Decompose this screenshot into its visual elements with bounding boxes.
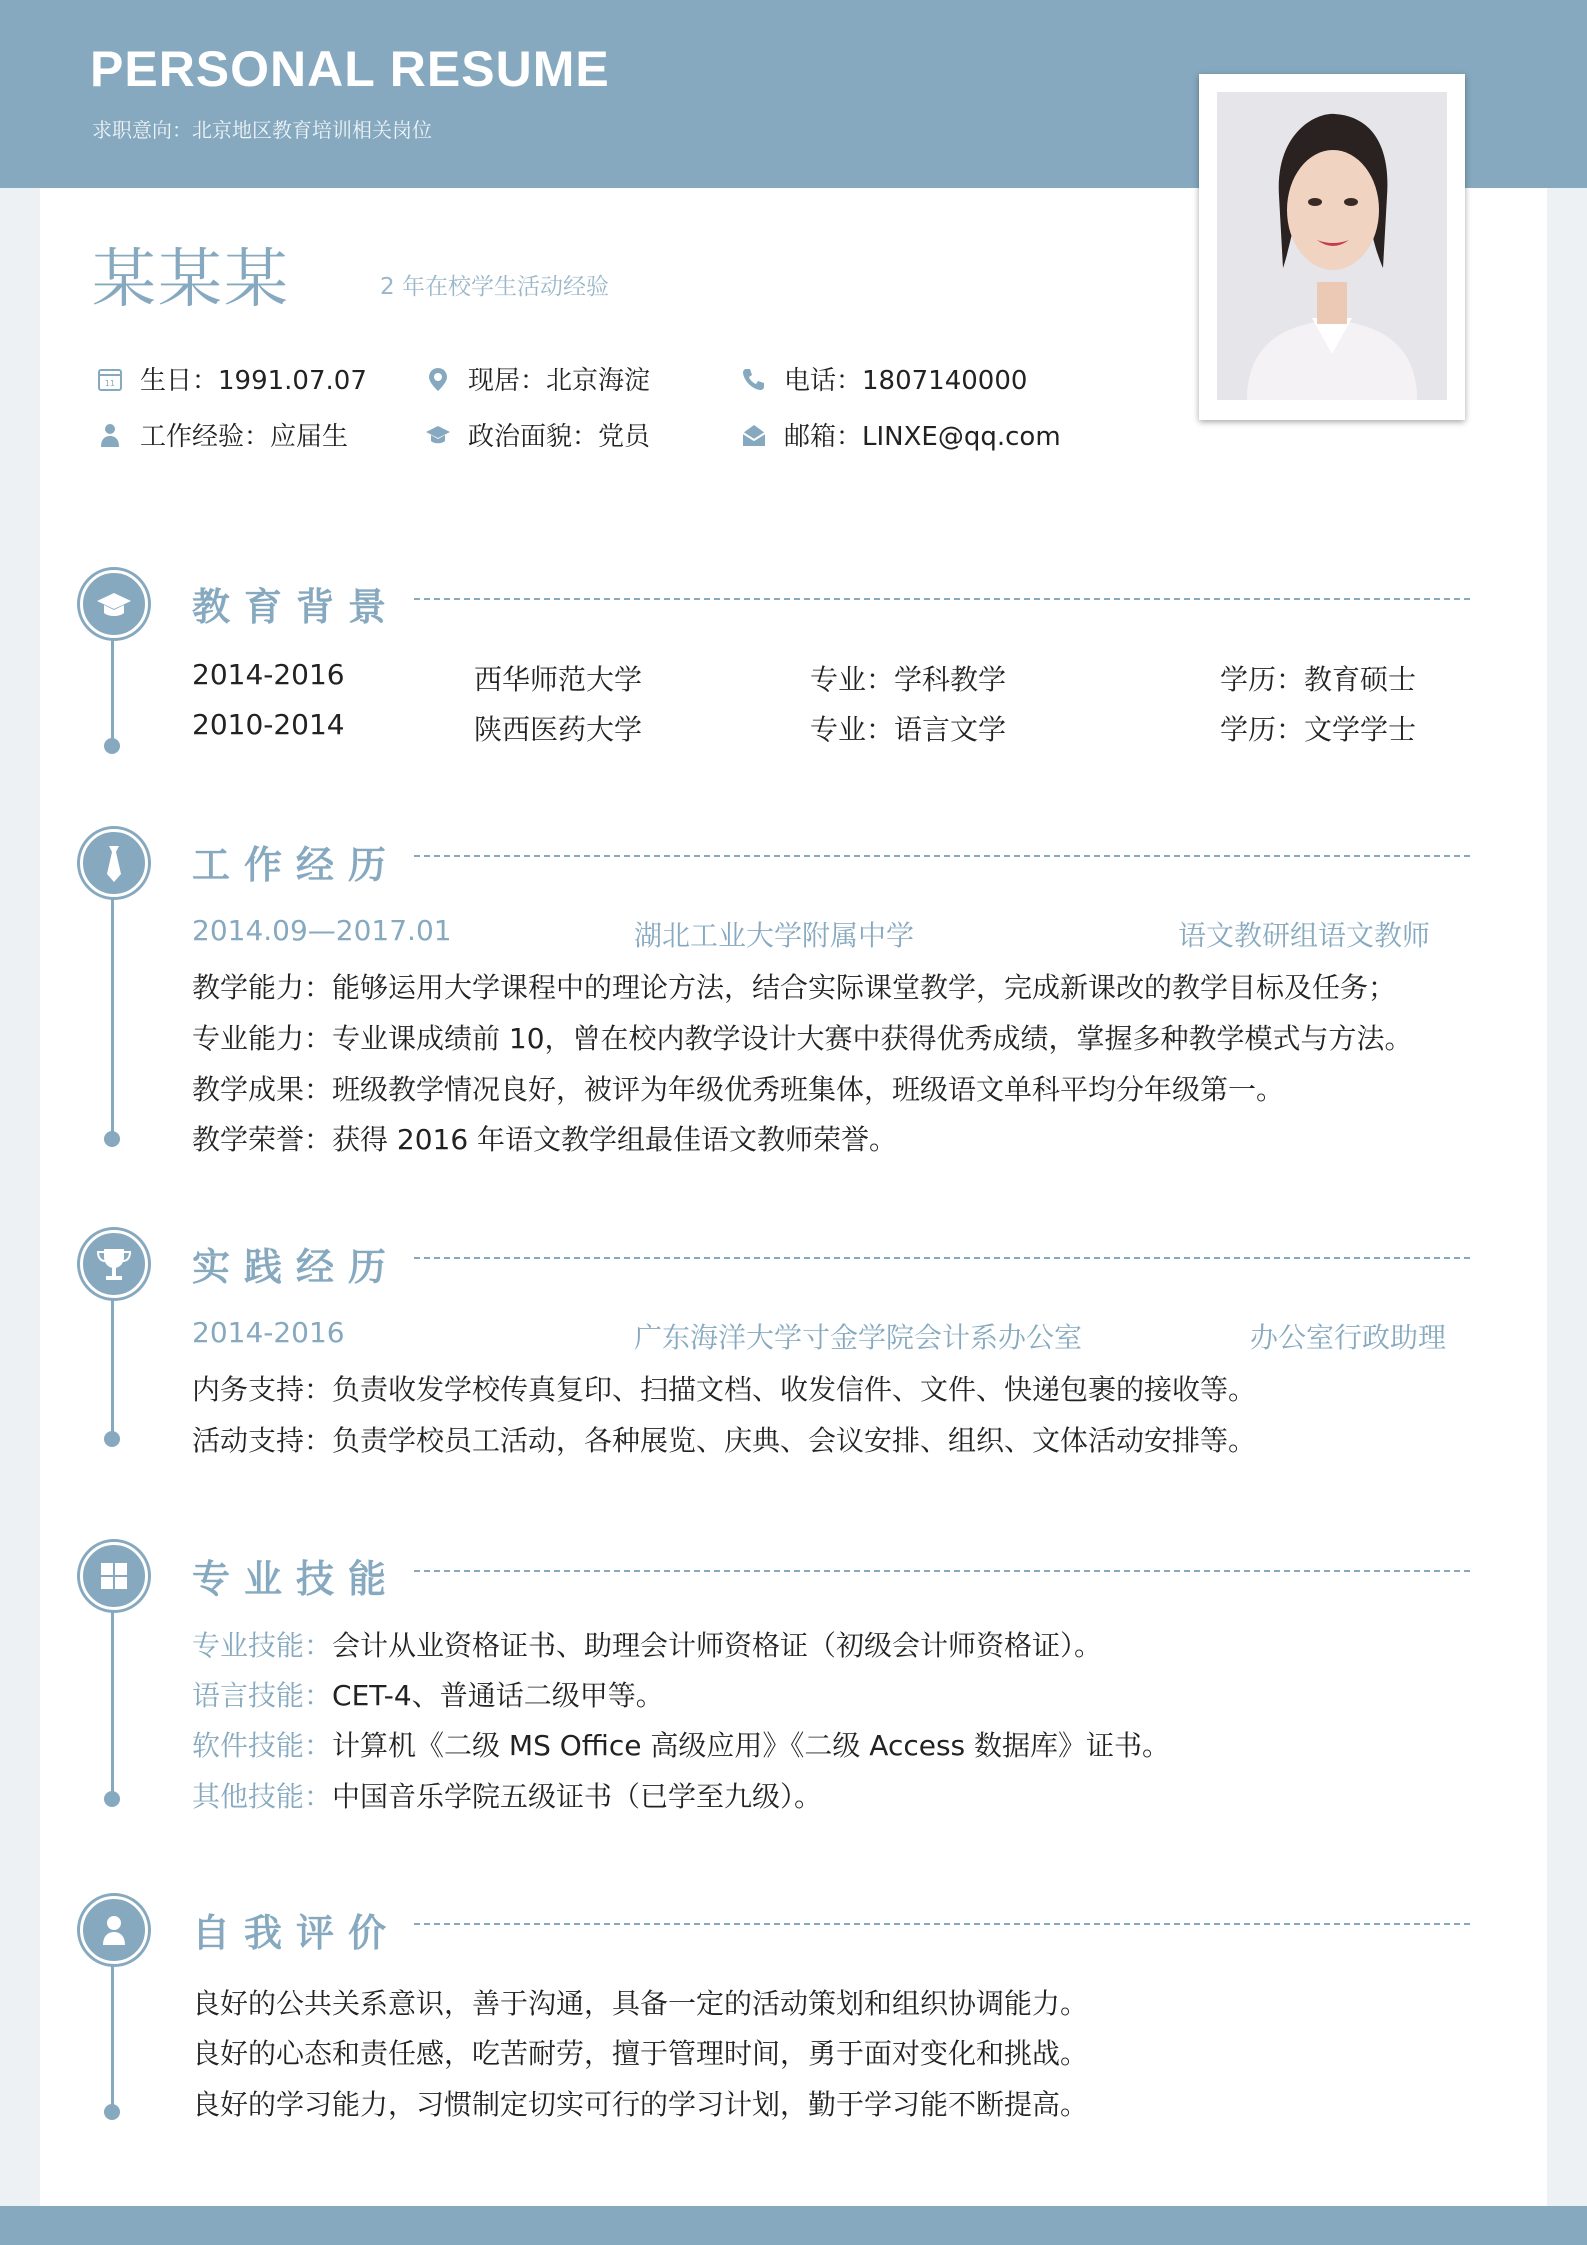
practice-role: 办公室行政助理 — [1250, 1321, 1447, 1354]
skill-value: 会计从业资格证书、助理会计师资格证（初级会计师资格证）。 — [332, 1629, 1103, 1662]
work-timeline-dot — [104, 1131, 120, 1147]
practice-organization: 广东海洋大学寸金学院会计系办公室 — [634, 1321, 1083, 1354]
education-school: 西华师范大学 — [474, 663, 643, 696]
education-period: 2014-2016 — [192, 658, 345, 691]
birthday-text: 生日：1991.07.07 — [140, 366, 367, 396]
phone-icon — [740, 365, 768, 393]
skills-section-title: 专业技能 — [192, 1557, 401, 1601]
phone-text: 电话：1807140000 — [784, 366, 1028, 396]
skill-item — [192, 1724, 1170, 1764]
work-divider — [414, 855, 1470, 857]
work-experience-info — [96, 416, 348, 453]
self-eval-timeline-dot — [104, 2104, 120, 2120]
skill-item — [192, 1624, 1102, 1664]
education-major: 专业：语言文学 — [810, 713, 1007, 746]
practice-detail: 活动支持：负责学校员工活动，各种展览、庆典、会议安排、组织、文体活动安排等。 — [192, 1424, 1257, 1457]
windows-icon — [80, 1542, 148, 1610]
education-degree: 学历：文学学士 — [1220, 713, 1417, 746]
practice-period: 2014-2016 — [192, 1316, 345, 1349]
education-timeline — [111, 630, 114, 746]
work-organization: 湖北工业大学附属中学 — [634, 919, 915, 952]
self-eval-divider — [414, 1923, 1470, 1925]
skill-label: 其他技能： — [192, 1780, 333, 1813]
skills-divider — [414, 1570, 1470, 1572]
location-pin-icon — [424, 365, 452, 393]
self-eval-item: 良好的学习能力，习惯制定切实可行的学习计划，勤于学习能不断提高。 — [192, 2088, 1089, 2121]
work-detail: 教学荣誉：获得 2016 年语文教学组最佳语文教师荣誉。 — [192, 1123, 898, 1156]
experience-tag: 2 年在校学生活动经验 — [380, 274, 609, 300]
education-degree: 学历：教育硕士 — [1220, 663, 1417, 696]
self-eval-section-title: 自我评价 — [192, 1911, 401, 1955]
skill-item — [192, 1775, 822, 1815]
work-detail: 教学成果：班级教学情况良好，被评为年级优秀班集体，班级语文单科平均分年级第一。 — [192, 1073, 1285, 1106]
education-divider — [414, 598, 1470, 600]
skill-value: 中国音乐学院五级证书（已学至九级）。 — [332, 1780, 823, 1813]
political-status-info — [424, 416, 650, 453]
work-experience-text: 工作经验：应届生 — [140, 422, 349, 452]
political-status-text: 政治面貌：党员 — [468, 422, 651, 452]
self-eval-timeline — [111, 1958, 114, 2110]
email-info — [740, 416, 1061, 453]
birthday-info — [96, 360, 367, 397]
trophy-icon — [80, 1230, 148, 1298]
work-role: 语文教研组语文教师 — [1178, 919, 1431, 952]
profile-photo-frame — [1199, 74, 1465, 420]
work-detail: 教学能力：能够运用大学课程中的理论方法，结合实际课堂教学，完成新课改的教学目标及任务； — [192, 971, 1397, 1004]
education-period: 2010-2014 — [192, 708, 345, 741]
education-school: 陕西医药大学 — [474, 713, 643, 746]
education-section-title: 教育背景 — [192, 585, 401, 629]
work-detail: 专业能力：专业课成绩前 10，曾在校内教学设计大赛中获得优秀成绩，掌握多种教学模式与方法。 — [192, 1022, 1413, 1055]
graduation-cap-icon — [424, 421, 452, 449]
practice-timeline — [111, 1292, 114, 1440]
skill-value: CET-4、普通话二级甲等。 — [332, 1679, 664, 1712]
skill-label: 语言技能： — [192, 1679, 333, 1712]
resume-title: PERSONAL RESUME — [90, 41, 610, 97]
footer-band — [0, 2206, 1587, 2245]
profile-photo — [1217, 92, 1447, 400]
self-eval-item: 良好的公共关系意识，善于沟通，具备一定的活动策划和组织协调能力。 — [192, 1987, 1089, 2020]
skill-label: 软件技能： — [192, 1729, 333, 1762]
calendar-icon — [96, 365, 124, 393]
skill-item — [192, 1674, 664, 1714]
user-icon — [80, 1896, 148, 1964]
email-text: 邮箱：LINXE@qq.com — [784, 422, 1061, 452]
svg-text:11: 11 — [104, 378, 116, 388]
practice-detail: 内务支持：负责收发学校传真复印、扫描文档、收发信件、文件、快递包裹的接收等。 — [192, 1373, 1257, 1406]
mail-icon — [740, 421, 768, 449]
residence-text: 现居：北京海淀 — [468, 366, 651, 396]
job-intent: 求职意向：北京地区教育培训相关岗位 — [92, 118, 432, 142]
work-timeline — [111, 890, 114, 1142]
residence-info — [424, 360, 650, 397]
phone-info — [740, 360, 1027, 397]
skill-value: 计算机《二级 MS Office 高级应用》《二级 Access 数据库》证书。 — [332, 1729, 1171, 1762]
candidate-name: 某某某 — [92, 243, 290, 317]
person-icon — [96, 421, 124, 449]
practice-section-title: 实践经历 — [192, 1245, 401, 1289]
skills-timeline — [111, 1604, 114, 1800]
practice-divider — [414, 1257, 1470, 1259]
education-major: 专业：学科教学 — [810, 663, 1007, 696]
education-timeline-dot — [104, 738, 120, 754]
work-section-title: 工作经历 — [192, 843, 401, 887]
graduation-cap-icon — [80, 570, 148, 638]
work-period: 2014.09—2017.01 — [192, 914, 452, 947]
practice-timeline-dot — [104, 1431, 120, 1447]
self-eval-item: 良好的心态和责任感，吃苦耐劳，擅于管理时间，勇于面对变化和挑战。 — [192, 2037, 1089, 2070]
skills-timeline-dot — [104, 1791, 120, 1807]
tie-icon — [80, 829, 148, 897]
skill-label: 专业技能： — [192, 1629, 333, 1662]
